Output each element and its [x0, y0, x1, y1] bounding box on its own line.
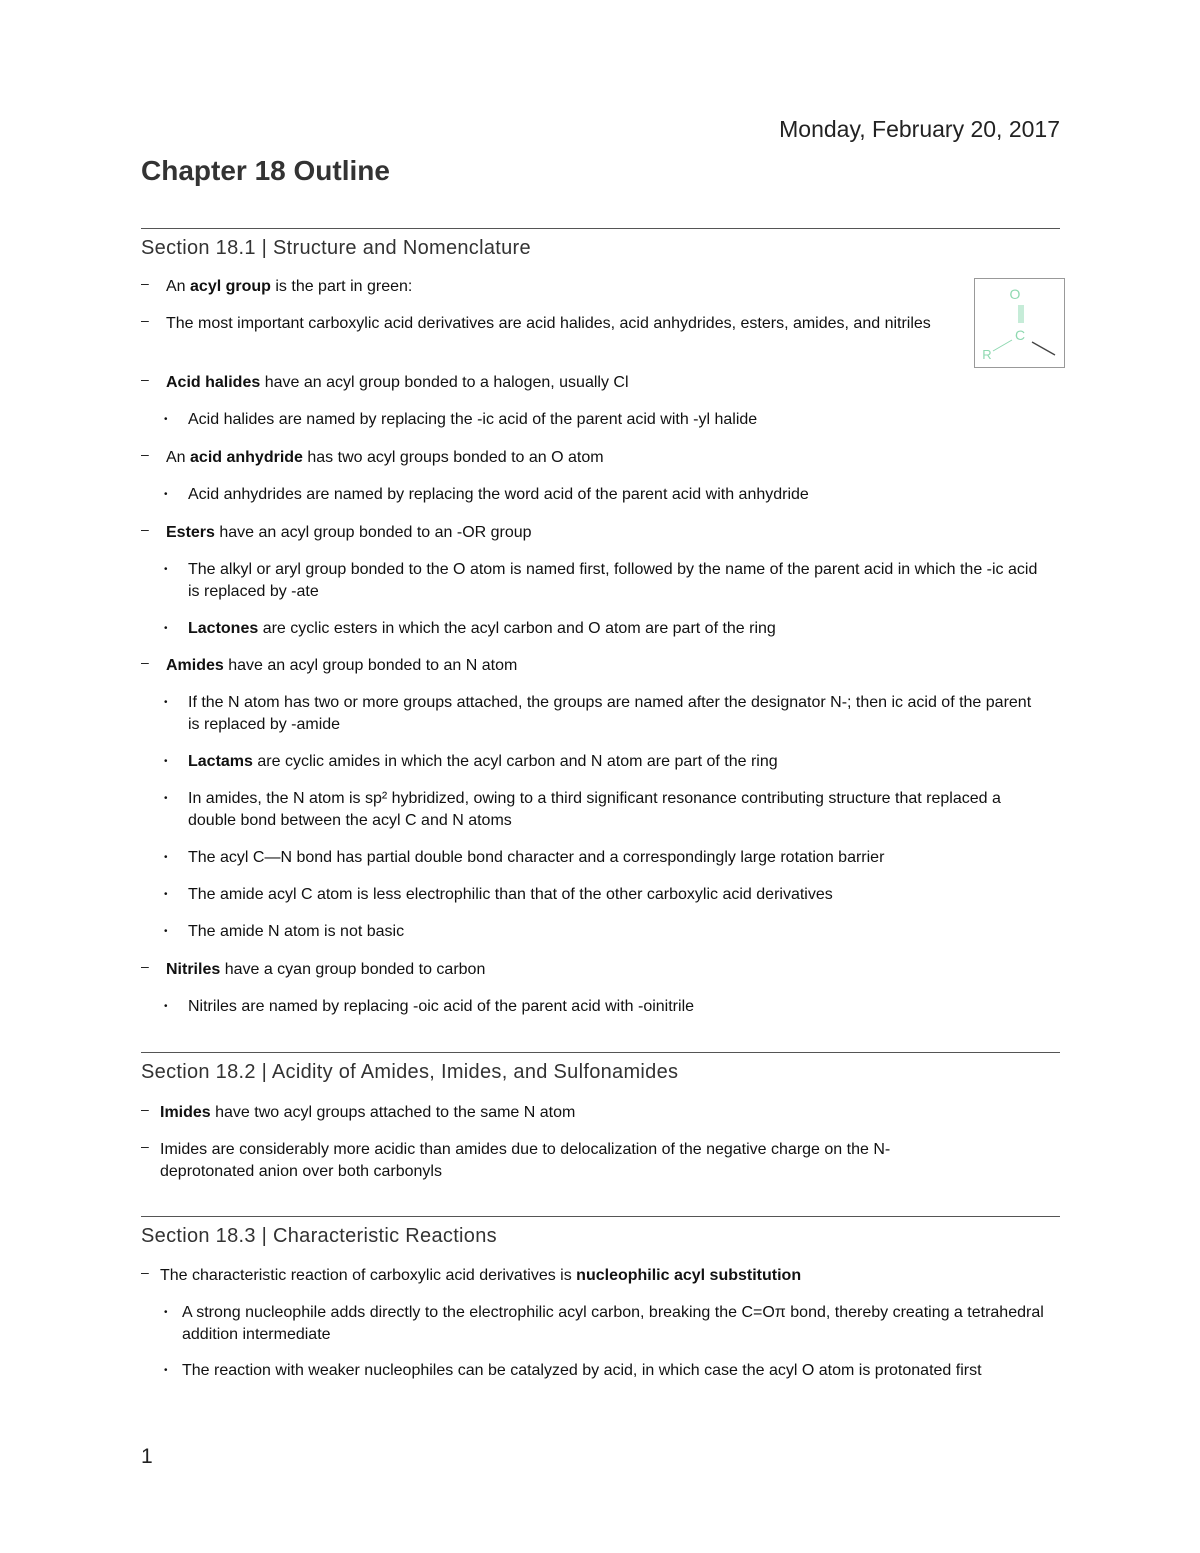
- dash-marker: –: [141, 275, 149, 291]
- item-text: Lactams are cyclic amides in which the acyl carbon and N atom are part of the ring: [188, 753, 778, 770]
- list-item: [141, 313, 941, 335]
- sub-list-item: [164, 751, 1044, 773]
- bullet-marker: •: [164, 756, 168, 767]
- bullet-marker: •: [164, 1307, 168, 1318]
- list-item: [141, 522, 961, 544]
- dash-marker: –: [141, 521, 149, 537]
- bullet-marker: •: [164, 489, 168, 500]
- document-title: Chapter 18 Outline: [141, 155, 390, 186]
- item-text: Esters have an acyl group bonded to an -OR group: [166, 524, 532, 541]
- sub-list-item: [164, 484, 1044, 506]
- bullet-marker: •: [164, 623, 168, 634]
- bullet-marker: •: [164, 1001, 168, 1012]
- item-text: In amides, the N atom is sp² hybridized, owing to a third significant resonance contributing structure that replaced a double bond between the acyl C and N atoms: [188, 790, 1001, 829]
- page-number: 1: [141, 1445, 153, 1468]
- section-18-1: [141, 228, 1060, 260]
- sub-list-item: [164, 1360, 1054, 1382]
- bullet-marker: •: [164, 793, 168, 804]
- section-divider: [141, 228, 1060, 229]
- section-divider: [141, 1052, 1060, 1053]
- item-text: An acid anhydride has two acyl groups bonded to an O atom: [166, 449, 604, 466]
- dash-marker: –: [141, 1101, 149, 1117]
- sub-list-item: [164, 921, 1044, 943]
- item-text: If the N atom has two or more groups attached, the groups are named after the designator N-; then ic acid of the parent is replaced by -amide: [188, 694, 1032, 733]
- sub-list-item: [164, 409, 1044, 431]
- item-text: The amide acyl C atom is less electrophilic than that of the other carboxylic acid derivatives: [188, 886, 833, 903]
- sub-list-item: [164, 618, 1044, 640]
- item-text: A strong nucleophile adds directly to the electrophilic acyl carbon, breaking the C=Oπ bond, thereby creating a tetrahedral addition intermediate: [182, 1304, 1044, 1343]
- bullet-marker: •: [164, 564, 168, 575]
- dash-marker: –: [141, 958, 149, 974]
- item-text: Amides have an acyl group bonded to an N atom: [166, 657, 518, 674]
- item-text: Imides are considerably more acidic than amides due to delocalization of the negative charge on the N-deprotonated anion over both carbonyls: [160, 1141, 891, 1180]
- item-text: The most important carboxylic acid derivatives are acid halides, acid anhydrides, esters, amides, and nitriles: [166, 315, 931, 332]
- sub-list-item: [164, 692, 1044, 736]
- item-text: The characteristic reaction of carboxylic acid derivatives is nucleophilic acyl substitution: [160, 1267, 802, 1284]
- item-text: The amide N atom is not basic: [188, 923, 405, 940]
- oxygen-label: O: [1009, 286, 1021, 302]
- item-text: The alkyl or aryl group bonded to the O atom is named first, followed by the name of the parent acid in which the -ic acid is replaced by -ate: [188, 561, 1038, 600]
- item-text: Imides have two acyl groups attached to the same N atom: [160, 1104, 576, 1121]
- item-text: The acyl C—N bond has partial double bond character and a correspondingly large rotation barrier: [188, 849, 885, 866]
- dash-marker: –: [141, 654, 149, 670]
- item-text: Nitriles have a cyan group bonded to carbon: [166, 961, 486, 978]
- list-item: [141, 372, 961, 394]
- section-18-2: [141, 1052, 1060, 1084]
- list-item: [141, 655, 961, 677]
- dash-marker: –: [141, 371, 149, 387]
- bullet-marker: •: [164, 926, 168, 937]
- sub-list-item: [164, 847, 1044, 869]
- sub-list-item: [164, 559, 1044, 603]
- bullet-marker: •: [164, 1365, 168, 1376]
- list-item: [141, 1139, 981, 1183]
- item-text: An acyl group is the part in green:: [166, 278, 413, 295]
- dash-marker: –: [141, 1138, 149, 1154]
- document-date: Monday, February 20, 2017: [779, 116, 1060, 142]
- carbon-label: C: [1014, 327, 1026, 343]
- sub-list-item: [164, 884, 1044, 906]
- dash-marker: –: [141, 1264, 149, 1280]
- list-item: [141, 1265, 1021, 1287]
- sub-list-item: [164, 1302, 1054, 1346]
- bullet-marker: •: [164, 697, 168, 708]
- r-group-label: R: [982, 347, 992, 362]
- section-heading: Section 18.1 | Structure and Nomenclature: [141, 237, 531, 259]
- sub-list-item: [164, 996, 1044, 1018]
- bullet-marker: •: [164, 414, 168, 425]
- item-text: Nitriles are named by replacing -oic acid of the parent acid with -oinitrile: [188, 998, 695, 1015]
- section-heading: Section 18.3 | Characteristic Reactions: [141, 1225, 497, 1247]
- list-item: [141, 276, 961, 298]
- item-text: Lactones are cyclic esters in which the acyl carbon and O atom are part of the ring: [188, 620, 776, 637]
- list-item: [141, 1102, 981, 1124]
- list-item: [141, 959, 961, 981]
- item-text: Acid anhydrides are named by replacing the word acid of the parent acid with anhydride: [188, 486, 809, 503]
- dash-marker: –: [141, 446, 149, 462]
- section-divider: [141, 1216, 1060, 1217]
- bullet-marker: •: [164, 852, 168, 863]
- acyl-structure-drawing: [975, 279, 1064, 367]
- section-18-3: [141, 1216, 1060, 1248]
- list-item: [141, 447, 961, 469]
- item-text: The reaction with weaker nucleophiles can be catalyzed by acid, in which case the acyl O atom is protonated first: [182, 1362, 982, 1379]
- sub-list-item: [164, 788, 1044, 832]
- dash-marker: –: [141, 312, 149, 328]
- item-text: Acid halides are named by replacing the -ic acid of the parent acid with -yl halide: [188, 411, 758, 428]
- bullet-marker: •: [164, 889, 168, 900]
- section-heading: Section 18.2 | Acidity of Amides, Imides, and Sulfonamides: [141, 1061, 679, 1083]
- item-text: Acid halides have an acyl group bonded to a halogen, usually Cl: [166, 374, 629, 391]
- acyl-group-structure: [974, 278, 1065, 368]
